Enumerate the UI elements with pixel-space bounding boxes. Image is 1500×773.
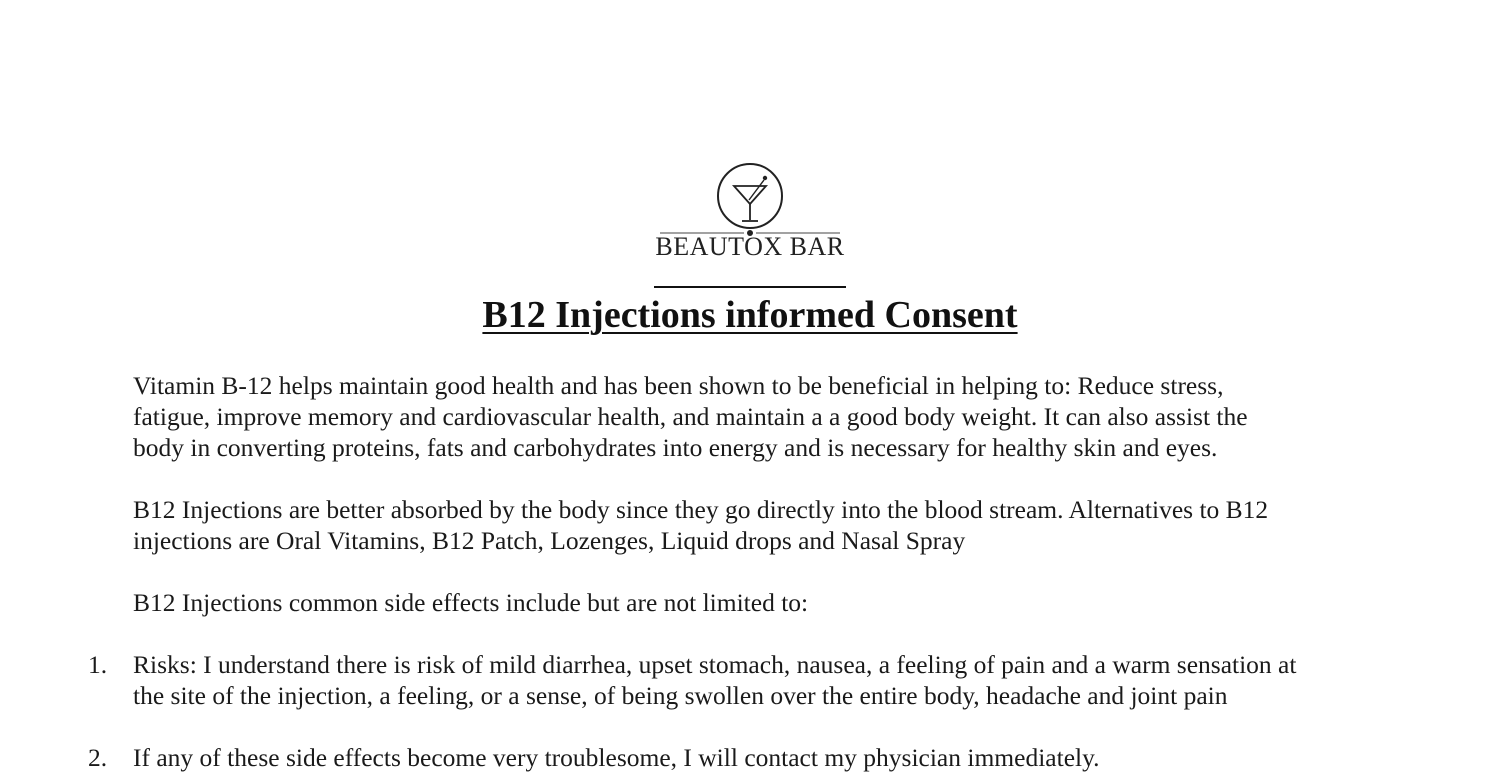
- list-item-text: [133, 649, 1296, 711]
- document-title: B12 Injections informed Consent: [482, 294, 1018, 336]
- text-line: body in converting proteins, fats and carbohydrates into energy and is necessary for healthy skin and eyes.: [133, 433, 1218, 462]
- text-line: Risks: I understand there is risk of mild diarrhea, upset stomach, nausea, a feeling of pain and a warm sensation at: [133, 650, 1297, 679]
- text-line: the site of the injection, a feeling, or a sense, of being swollen over the entire body, headache and joint pain: [133, 681, 1228, 710]
- title-rule: [654, 286, 846, 288]
- text-line: B12 Injections common side effects include but are not limited to:: [133, 588, 809, 617]
- intro-paragraph: [133, 370, 1393, 463]
- list-number: 2.: [88, 743, 108, 772]
- martini-glass-icon: [650, 160, 850, 240]
- text-line: If any of these side effects become very troublesome, I will contact my physician immediately.: [133, 743, 1100, 772]
- beautox-bar-logo: [650, 160, 850, 270]
- side-effects-intro: [133, 587, 1393, 618]
- text-line: Vitamin B-12 helps maintain good health and has been shown to be beneficial in helping to: Reduce stress,: [133, 371, 1224, 400]
- list-number: 1.: [88, 650, 108, 679]
- text-line: B12 Injections are better absorbed by the body since they go directly into the blood stream. Alternatives to B12: [133, 495, 1269, 524]
- list-item-text: [133, 742, 1100, 773]
- logo-wordmark: BEAUTOX BAR: [655, 232, 845, 261]
- text-line: fatigue, improve memory and cardiovascular health, and maintain a a good body weight. It can also assist the: [133, 402, 1248, 431]
- text-line: injections are Oral Vitamins, B12 Patch, Lozenges, Liquid drops and Nasal Spray: [133, 526, 966, 555]
- absorption-paragraph: [133, 494, 1393, 556]
